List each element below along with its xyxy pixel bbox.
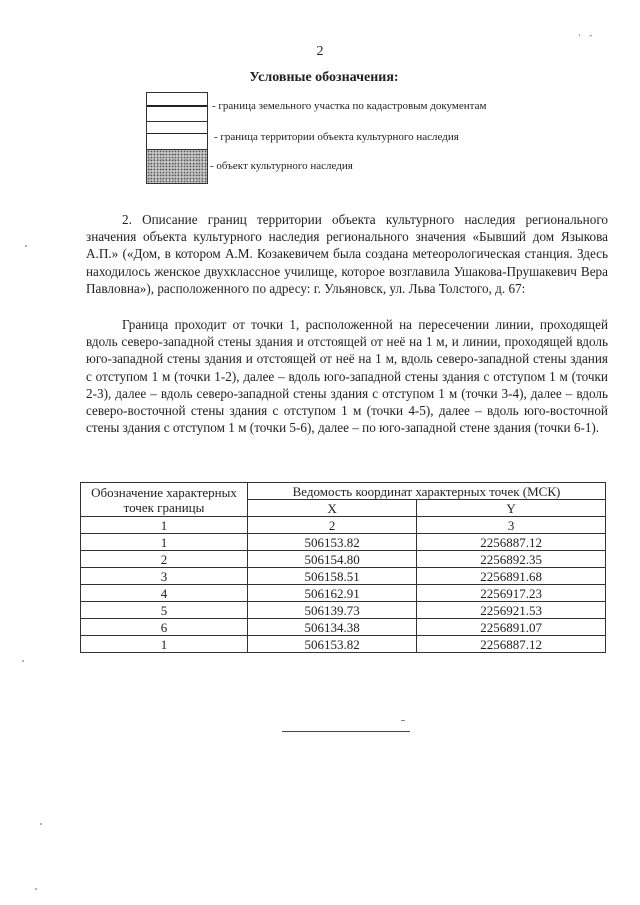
numbering-row [81, 517, 606, 534]
header-y: Y [417, 500, 606, 517]
corner-mark: · - [578, 30, 596, 40]
numbering-cell: 1 [81, 517, 248, 534]
header-coordinate-list: Ведомость координат характерных точек (МСК) [248, 483, 606, 500]
page-number: 2 [316, 44, 324, 59]
point-cell: 6 [81, 619, 248, 636]
table-row [81, 551, 606, 568]
paragraph-boundary: Граница проходит от точки 1, расположенной на пересечении линии, проходящей вдоль северо-западной стены здания и отстоящей от неё на 1 м, и линии, проходящей вдоль юго-западной стены здания и отстоящей от неё на 1 м, вдоль северо-западной стены здания с отступом 1 м (точки 1-2), далее – вдоль юго-западной стены здания с отступом 1 м (точки 2-3), далее – вдоль северо-западной стены здания с отступом 1 м (точки 3-4), далее – вдоль северо-восточной стены здания с отступом 1 м (точки 4-5), далее – вдоль юго-восточной стены здания с отступом 1 м (точки 5-6), далее – по юго-западной стене здания (точки 6-1). [86, 317, 608, 436]
point-cell: 3 [81, 568, 248, 585]
table-row [81, 619, 606, 636]
legend-text-heritage: - объект культурного наследия [210, 160, 353, 172]
header-x: X [248, 500, 417, 517]
scan-speck [40, 823, 42, 825]
point-cell: 5 [81, 602, 248, 619]
legend-text-territory: - граница территории объекта культурного наследия [214, 131, 459, 143]
legend-boundary-territory-icon [146, 122, 208, 150]
scan-speck [25, 245, 27, 247]
numbering-cell: 2 [248, 517, 417, 534]
y-cell: 2256917.23 [417, 585, 606, 602]
x-cell: 506154.80 [248, 551, 417, 568]
table-row [81, 568, 606, 585]
legend-boundary-parcel-icon [146, 92, 208, 122]
x-cell: 506153.82 [248, 534, 417, 551]
x-cell: 506162.91 [248, 585, 417, 602]
y-cell: 2256892.35 [417, 551, 606, 568]
point-cell: 2 [81, 551, 248, 568]
header-point-designation: Обозначение характерных точек границы [81, 483, 248, 517]
x-cell: 506158.51 [248, 568, 417, 585]
separator-mark [401, 720, 405, 721]
y-cell: 2256887.12 [417, 534, 606, 551]
legend-title: Условные обозначения: [249, 70, 399, 85]
table-row [81, 534, 606, 551]
y-cell: 2256891.07 [417, 619, 606, 636]
point-cell: 4 [81, 585, 248, 602]
table-row [81, 636, 606, 653]
coordinates-table [80, 482, 606, 653]
y-cell: 2256921.53 [417, 602, 606, 619]
scan-speck [22, 660, 24, 662]
x-cell: 506139.73 [248, 602, 417, 619]
x-cell: 506134.38 [248, 619, 417, 636]
numbering-cell: 3 [417, 517, 606, 534]
y-cell: 2256891.68 [417, 568, 606, 585]
legend-text-parcel: - граница земельного участка по кадастровым документам [212, 100, 487, 112]
y-cell: 2256887.12 [417, 636, 606, 653]
table-row [81, 585, 606, 602]
point-cell: 1 [81, 534, 248, 551]
separator-line [282, 731, 410, 732]
table-row [81, 602, 606, 619]
paragraph-description: 2. Описание границ территории объекта культурного наследия регионального значения объекта культурного наследия регионального значения «Бывший дом Языкова А.П.» («Дом, в котором А.М. Козакевичем была создана метеорологическая станция. Здесь находилось женское двухклассное училище, которое возглавила Ушакова-Прушакевич Вера Павловна»), расположенного по адресу: г. Ульяновск, ул. Льва Толстого, д. 67: [86, 212, 608, 296]
point-cell: 1 [81, 636, 248, 653]
x-cell: 506153.82 [248, 636, 417, 653]
legend-heritage-object-icon [146, 150, 208, 184]
scan-speck [35, 888, 37, 890]
